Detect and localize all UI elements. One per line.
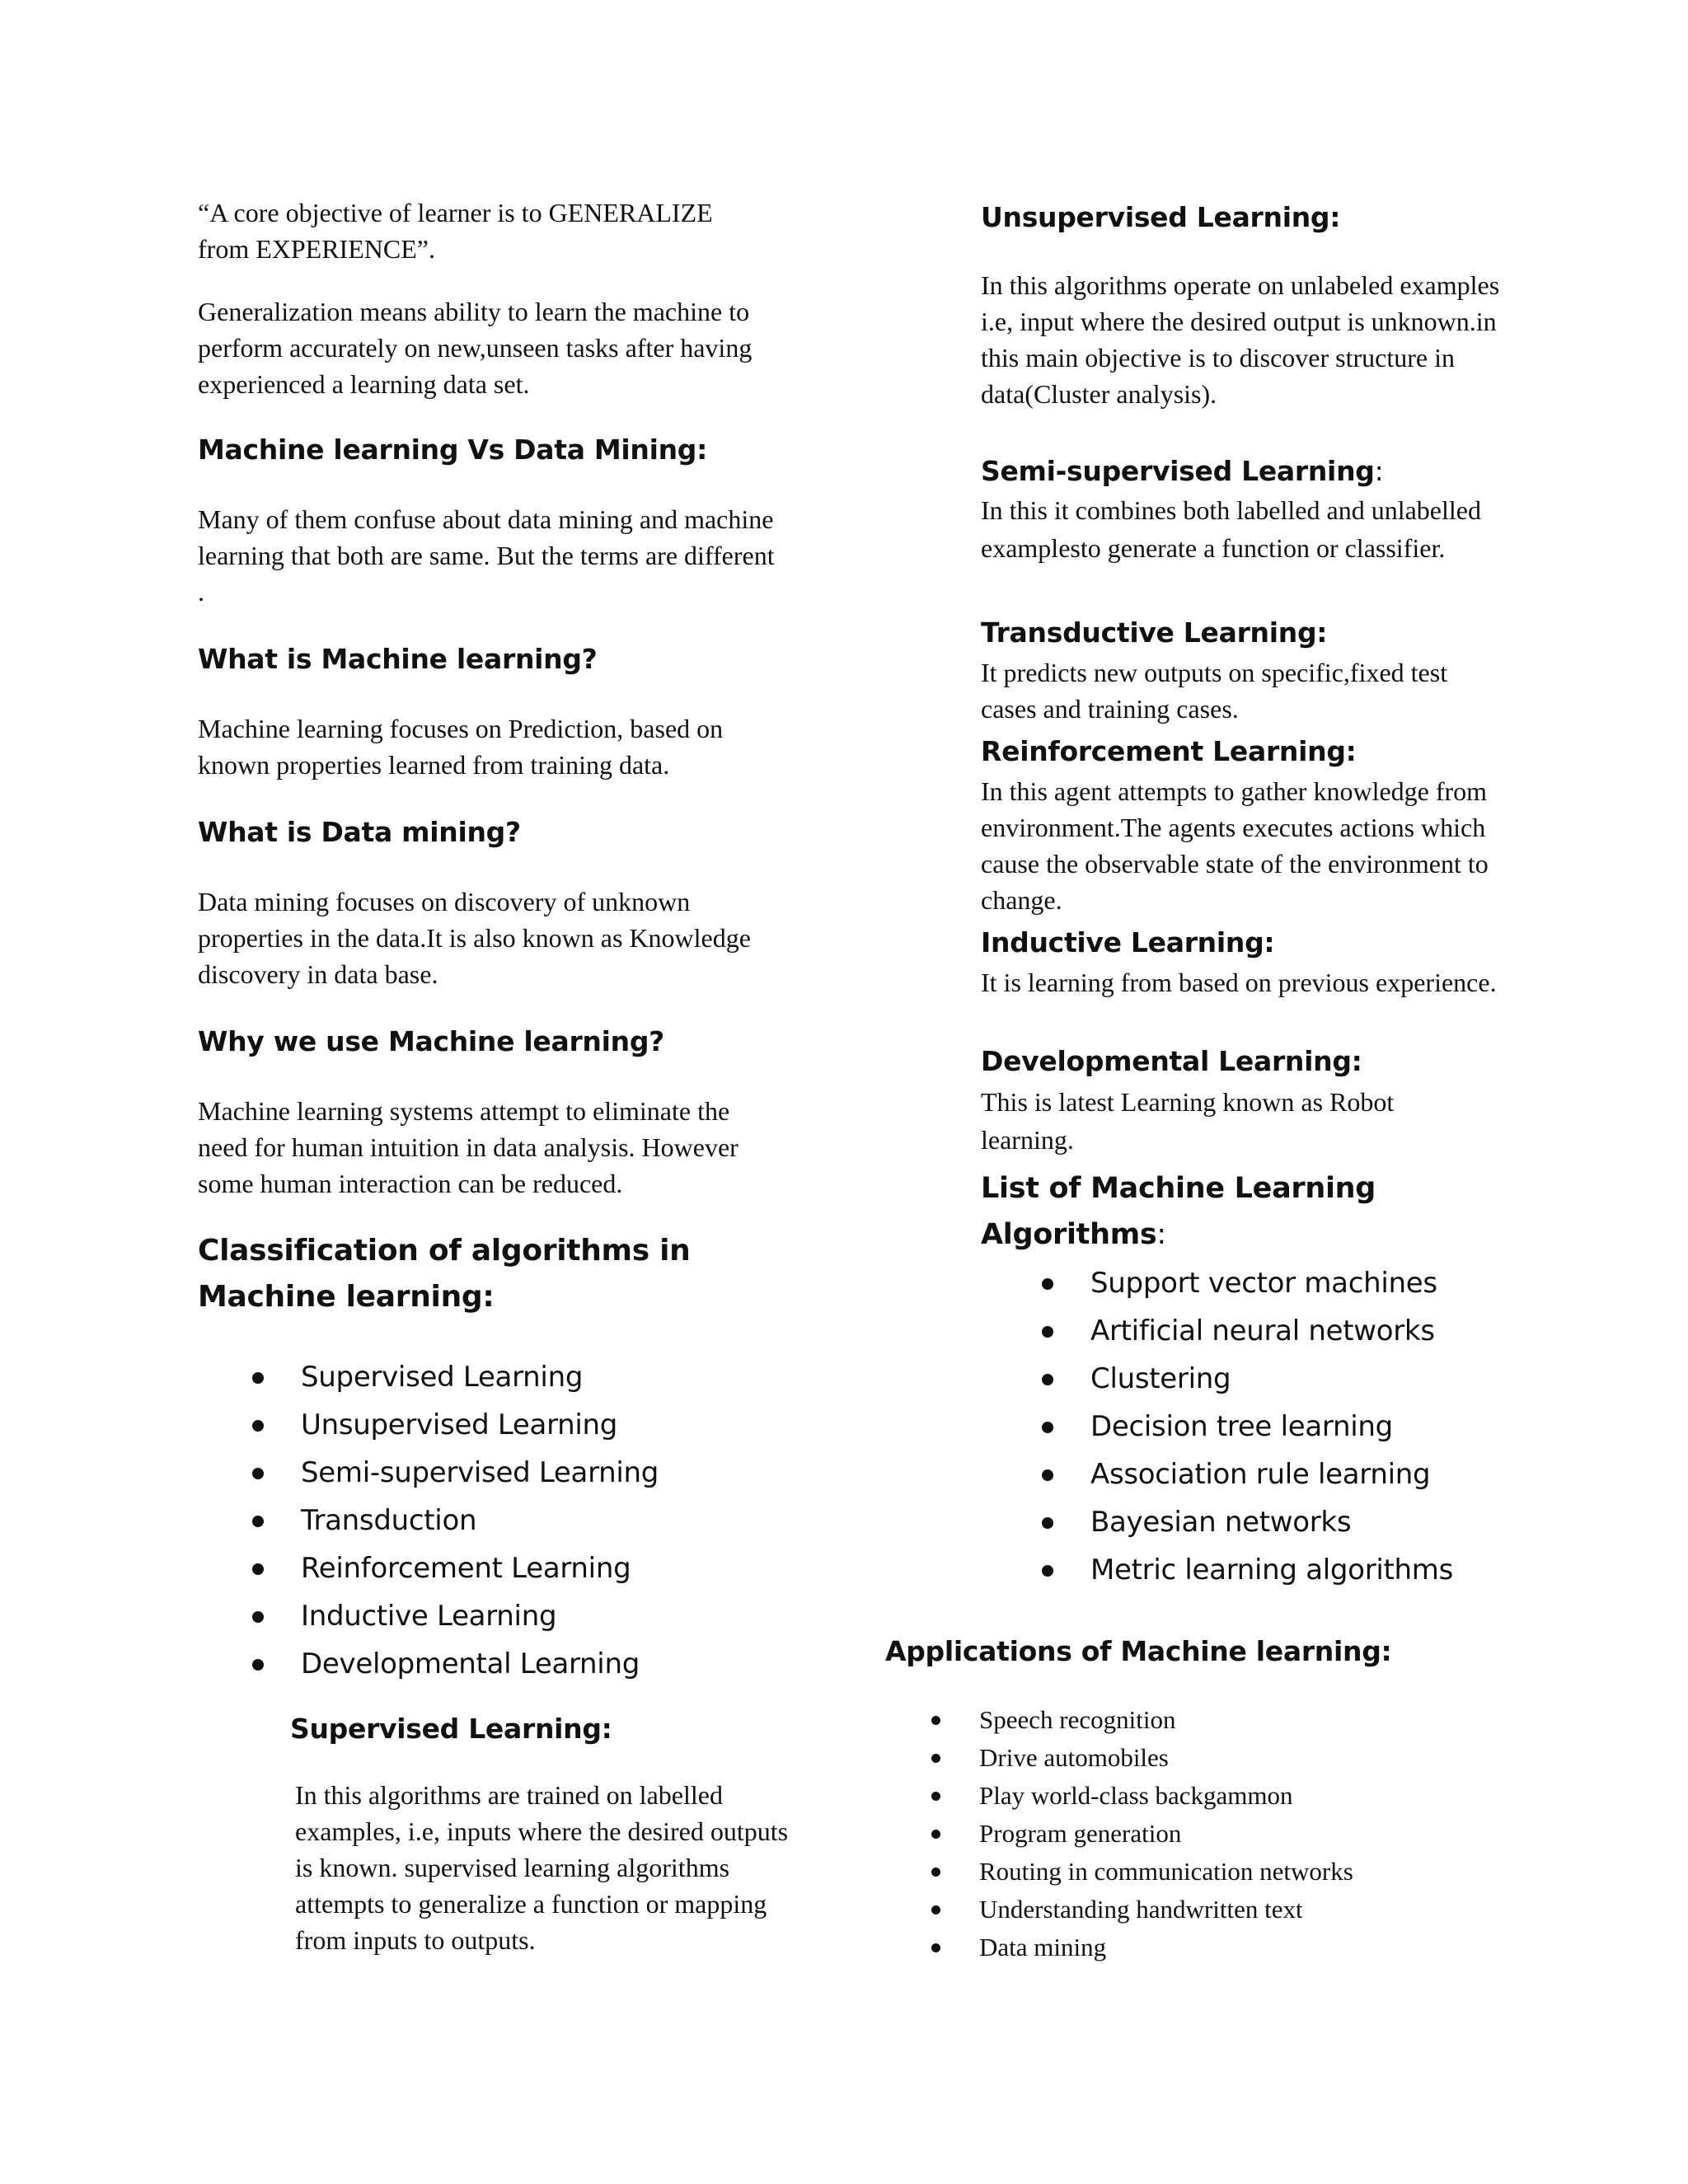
list-item: Transduction: [247, 1497, 775, 1544]
semi-supervised-text: In this it combines both labelled and unlabelled examplesto generate a function or classifier.: [981, 495, 1481, 563]
algorithms-list: [1037, 1259, 1515, 1594]
algorithms-heading-label: Algorithms: [981, 1218, 1157, 1251]
applications-list: [930, 1701, 1507, 1966]
list-item: Semi-supervised Learning: [247, 1449, 775, 1497]
heading-transductive: Transductive Learning:: [981, 616, 1328, 649]
list-item: Bayesian networks: [1037, 1498, 1515, 1546]
heading-what-is-dm: What is Data mining?: [198, 816, 521, 848]
list-item: Decision tree learning: [1037, 1403, 1515, 1451]
algorithms-heading-colon: :: [1156, 1218, 1166, 1251]
list-item: Supervised Learning: [247, 1353, 775, 1401]
list-item: Metric learning algorithms: [1037, 1546, 1515, 1594]
heading-unsupervised: Unsupervised Learning:: [981, 201, 1341, 233]
semi-heading-colon: :: [1374, 455, 1384, 487]
unsupervised-text: In this algorithms operate on unlabeled examples i.e, input where the desired output is unknown.in this main objective is to discover structure in data(Cluster analysis).: [981, 270, 1500, 409]
list-item: Association rule learning: [1037, 1451, 1515, 1498]
classification-list: [247, 1353, 775, 1688]
what-is-ml-text: Machine learning focuses on Prediction, based on known properties learned from training data.: [198, 714, 724, 780]
heading-applications: Applications of Machine learning:: [885, 1635, 1392, 1667]
list-item: Clustering: [1037, 1355, 1515, 1403]
what-is-dm-text: Data mining focuses on discovery of unknown properties in the data.It is also known as Knowledge discovery in data base.: [198, 887, 751, 989]
heading-supervised: Supervised Learning:: [290, 1713, 612, 1745]
list-item: Unsupervised Learning: [247, 1401, 775, 1449]
list-item: Support vector machines: [1037, 1259, 1515, 1307]
list-item: Routing in communication networks: [930, 1853, 1507, 1891]
heading-why-ml: Why we use Machine learning?: [198, 1025, 664, 1057]
list-item: Data mining: [930, 1929, 1507, 1966]
quote-text: “A core objective of learner is to GENERALIZE from EXPERIENCE”.: [198, 198, 713, 264]
reinforcement-text: In this agent attempts to gather knowledge from environment.The agents executes actions which cause the observable state of the environment to change.: [981, 776, 1489, 915]
list-item: Play world-class backgammon: [930, 1777, 1507, 1815]
heading-reinforcement: Reinforcement Learning:: [981, 735, 1357, 767]
list-item: Reinforcement Learning: [247, 1544, 775, 1592]
heading-algorithms-line2: [981, 1212, 1166, 1258]
heading-classification: Classification of algorithms in Machine learning:: [198, 1234, 691, 1314]
heading-inductive: Inductive Learning:: [981, 926, 1275, 958]
supervised-text: In this algorithms are trained on labelled examples, i.e, inputs where the desired outputs is known. supervised learning algorithms attempts to generalize a function or mapping from inputs to outputs.: [295, 1780, 789, 1955]
heading-semi-supervised: [981, 448, 1383, 494]
list-item: Speech recognition: [930, 1701, 1507, 1739]
transductive-text: It predicts new outputs on specific,fixed test cases and training cases.: [981, 658, 1448, 724]
ml-vs-dm-text: Many of them confuse about data mining and machine learning that both are same. But the terms are different .: [198, 504, 775, 607]
heading-ml-vs-dm: Machine learning Vs Data Mining:: [198, 434, 708, 466]
list-item: Inductive Learning: [247, 1592, 775, 1640]
why-ml-text: Machine learning systems attempt to eliminate the need for human intuition in data analysis. However some human interaction can be reduced.: [198, 1096, 738, 1198]
inductive-text: It is learning from based on previous experience.: [981, 968, 1497, 997]
list-item: Artificial neural networks: [1037, 1307, 1515, 1355]
list-item: Developmental Learning: [247, 1640, 775, 1688]
heading-what-is-ml: What is Machine learning?: [198, 643, 598, 675]
semi-heading-label: Semi-supervised Learning: [981, 455, 1375, 487]
list-item: Understanding handwritten text: [930, 1891, 1507, 1929]
list-item: Program generation: [930, 1815, 1507, 1853]
generalization-text: Generalization means ability to learn the machine to perform accurately on new,unseen tasks after having experienced a learning data set.: [198, 297, 753, 399]
heading-algorithms-line1: List of Machine Learning: [981, 1172, 1376, 1205]
list-item: Drive automobiles: [930, 1739, 1507, 1777]
heading-developmental: Developmental Learning:: [981, 1045, 1362, 1077]
developmental-text: This is latest Learning known as Robot learning.: [981, 1087, 1395, 1155]
